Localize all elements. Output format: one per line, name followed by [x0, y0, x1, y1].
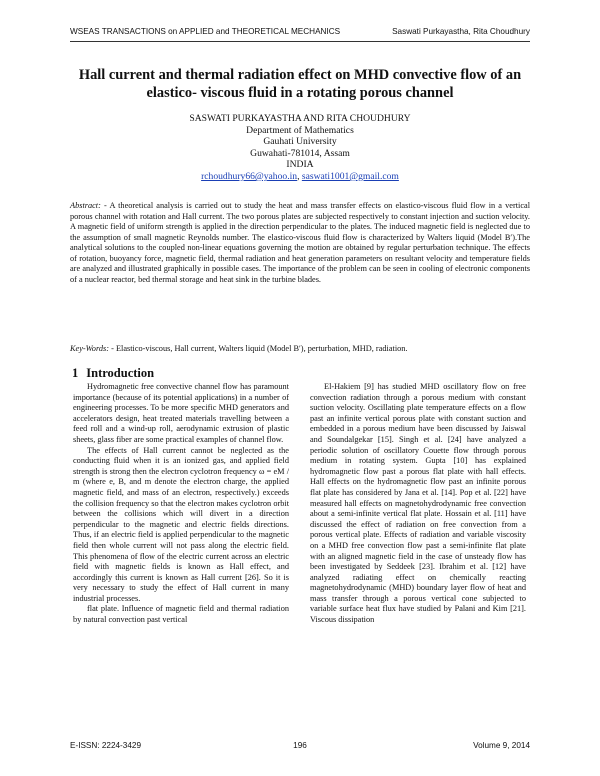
keywords-text: - Elastico-viscous, Hall current, Walters liquid (Model B′), perturbation, MHD, radiation. [109, 344, 408, 353]
journal-name: WSEAS TRANSACTIONS on APPLIED and THEORETICAL MECHANICS [70, 27, 341, 36]
section-heading [72, 366, 154, 381]
page-footer [70, 741, 530, 753]
paragraph: El-Hakiem [9] has studied MHD oscillatory flow on free convection radiation through a porous medium with constant suction velocity. Oscillating plate temperature effects on a flow past an infinite vertical porous plate with constant suction and embedded in a porous medium have been discussed by Jaiswal and Soundalgekar [15]. Singh et al. [24] have analyzed a periodic solution of oscillatory Couette flow through porous medium in rotating system. Gupta [10] has explained hydromagnetic flow past a porous flat plate with hall effects. Hall effects on the hydromagnetic flow past an infinite porous flat plate has considered by Jana et al. [14]. Pop et al. [22] have measured hall effects on magnetohydrodynamic free convection about a semi-infinite vertical flat plate. Hossain et al. [11] have discussed the effect of radiation on free convection from a porous vertical plate. Effects of radiation and variable viscosity on a MHD free convection flow past a semi-infinite flat plate with an aligned magnetic field in the case of unsteady flow has been investigated by Seddeek [23]. Ibrahim et al. [12] have analyzed radiating effect on chemically reacting magnetohydrodynamic (MHD) boundary layer flow of heat and mass transfer through a porous vertical cone subjected to variable surface heat flux have studied by Palani and Kim [21]. Viscous dissipation [310, 382, 526, 625]
header-rule [70, 41, 530, 42]
keywords [70, 344, 530, 355]
affiliation-department: Department of Mathematics [246, 124, 354, 136]
abstract-text: - A theoretical analysis is carried out to study the heat and mass transfer effects on elastico-viscous fluid flow in a vertical porous channel with rotation and Hall current. The two porous plates are subjected respectively to constant injection and suction velocity. A magnetic field of uniform strength is applied in the direction perpendicular to the plates. The induced magnetic field is neglected due to the assumption of small magnetic Reynolds number. The elastico-viscous fluid flow is characterized by Walters liquid (Model B′).The analytical solutions to the coupled non-linear equations governing the motion are obtained by regular perturbation technique. The effects of rotation, buoyancy force, magnetic field, thermal radiation and heat generation parameters on resultant velocity and temperature fields are analyzed and illustrated graphically in possible cases. The importance of the problem can be seen in cooling of electronic components of a nuclear reactor, bed thermal storage and heat sink in the turbine blades. [70, 201, 530, 284]
footer-issn: E-ISSN: 2224-3429 [70, 741, 142, 750]
author-block [70, 113, 530, 183]
author-emails [70, 171, 530, 183]
affiliation-country: INDIA [286, 159, 314, 171]
footer-volume: Volume 9, 2014 [473, 741, 530, 750]
author-names: SASWATI PURKAYASTHA AND RITA CHOUDHURY [189, 113, 411, 124]
left-column [73, 382, 289, 626]
email-link-1[interactable]: rchoudhury66@yahoo.in [201, 170, 298, 182]
section-title: Introduction [86, 366, 155, 380]
keywords-label: Key-Words: [70, 344, 110, 353]
page-number: 196 [293, 741, 307, 750]
affiliation-university: Gauhati University [263, 136, 337, 148]
affiliation-city: Guwahati-781014, Assam [250, 147, 350, 159]
paragraph: The effects of Hall current cannot be neglected as the conducting fluid when it is an ionized gas, and applied field strength is strong then the electron cyclotron frequency ω = eM / m (where e, B, and m denote the electron charge, the applied magnetic field, and mass of an electron, respectively.) exceeds the collision frequency so that the electron makes cyclotron orbit between the collisions which will divert in a direction perpendicular to the magnetic and electric fields directions. Thus, if an electric field is applied perpendicular to the magnetic field then whole current will not pass along the electric field. This phenomena of flow of the electric current across an electric field with magnetic fields is known as Hall effect, and accordingly this current is known as Hall current [26]. So it is very necessary to study the effect of Hall current in many industrial processes. [73, 445, 289, 603]
paper-title: Hall current and thermal radiation effect on MHD convective flow of an elastico- viscous fluid in a rotating porous channel [78, 67, 522, 101]
abstract [70, 201, 530, 285]
paragraph: flat plate. Influence of magnetic field and thermal radiation by natural convection past vertical [73, 604, 289, 625]
running-head [70, 27, 530, 41]
running-authors: Saswati Purkayastha, Rita Choudhury [392, 27, 530, 36]
paragraph: Hydromagnetic free convective channel flow has paramount importance (because of its potential applications) in a number of engineering processes. To be more specific MHD generators and accelerators design, heat treated materials travelling between a feed roll and a wind-up roll, aerodynamic extrusion of plastic sheets, glass fiber are some practical examples of channel flow. [73, 382, 289, 444]
section-number: 1 [72, 366, 79, 380]
right-column [310, 382, 526, 626]
email-separator: , [297, 170, 302, 182]
abstract-label: Abstract: [70, 201, 101, 210]
email-link-2[interactable]: saswati1001@gmail.com [301, 170, 399, 182]
